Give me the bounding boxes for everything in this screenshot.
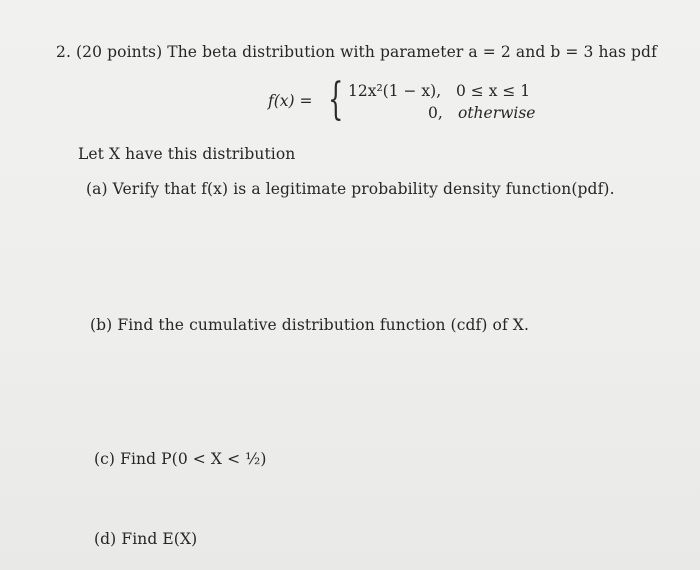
problem-intro: Let X have this distribution bbox=[78, 145, 296, 163]
pdf-case1-expression: 12x²(1 − x), bbox=[348, 82, 442, 100]
problem-heading: 2. (20 points) The beta distribution with parameter a = 2 and b = 3 has pdf bbox=[56, 43, 657, 61]
pdf-lhs: f(x) = bbox=[268, 92, 313, 110]
pdf-definition bbox=[268, 74, 568, 132]
part-c-question: (c) Find P(0 < X < ½) bbox=[94, 450, 267, 468]
pdf-case1-condition: 0 ≤ x ≤ 1 bbox=[456, 82, 531, 100]
piecewise-brace: { bbox=[328, 74, 344, 125]
part-a-question: (a) Verify that f(x) is a legitimate probability density function(pdf). bbox=[86, 180, 615, 198]
pdf-case2-expression: 0, bbox=[428, 104, 443, 122]
part-d-question: (d) Find E(X) bbox=[94, 530, 198, 548]
pdf-case2-condition: otherwise bbox=[458, 104, 536, 122]
part-b-question: (b) Find the cumulative distribution function (cdf) of X. bbox=[90, 316, 529, 334]
